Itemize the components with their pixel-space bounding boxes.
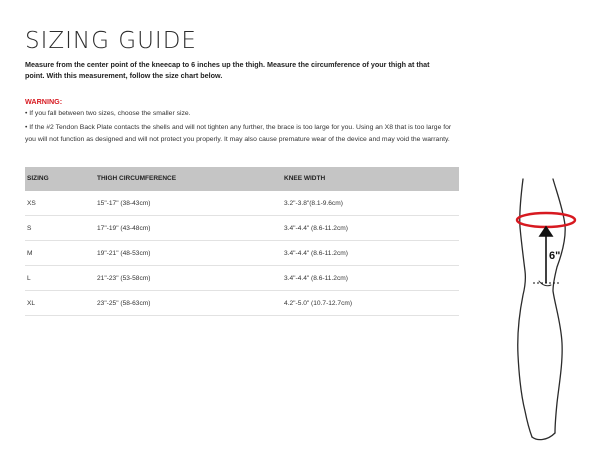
header-sizing: SIZING — [27, 175, 49, 182]
table-row — [25, 216, 459, 241]
size-cell: M — [27, 250, 33, 257]
size-cell: S — [27, 225, 32, 232]
table-row — [25, 191, 459, 216]
warning-line-2: • If the #2 Tendon Back Plate contacts the shells and will not tighten any further, the brace is too large for you. Using an X8 that is too large for — [25, 124, 452, 131]
knee-cell: 3.4"-4.4" (8.6-11.2cm) — [284, 275, 348, 282]
thigh-circumference-ring — [517, 213, 575, 227]
warning-label: WARNING: — [25, 97, 63, 106]
table-header — [25, 167, 459, 191]
knee-cell: 3.4"-4.4" (8.6-11.2cm) — [284, 250, 348, 257]
warning-line-3: you will not function as designed and will not protect you properly. It may also cause premature wear of the device and may void the warranty. — [25, 136, 450, 143]
thigh-cell: 19"-21" (48-53cm) — [97, 250, 151, 257]
leg-measurement-diagram — [505, 175, 595, 445]
header-thigh-circumference: THIGH CIRCUMFERENCE — [97, 175, 177, 182]
intro-text: Measure from the center point of the kneecap to 6 inches up the thigh. Measure the circumference of your thigh at that point. With this measurement, follow the size chart below. — [25, 60, 430, 80]
header-knee-width: KNEE WIDTH — [284, 175, 326, 182]
size-cell: XS — [27, 200, 36, 207]
leg-outline-icon — [518, 179, 565, 440]
thigh-cell: 15"-17" (38-43cm) — [97, 200, 151, 207]
warning-line-1: • If you fall between two sizes, choose the smaller size. — [25, 110, 191, 117]
knee-cell: 3.2"-3.8"(8.1-9.6cm) — [284, 200, 343, 207]
size-cell: XL — [27, 300, 36, 307]
size-chart-table — [25, 167, 459, 316]
table-row — [25, 241, 459, 266]
thigh-cell: 17"-19" (43-48cm) — [97, 225, 151, 232]
size-cell: L — [27, 275, 31, 282]
measure-label: 6" — [549, 250, 561, 262]
table-row — [25, 266, 459, 291]
thigh-cell: 23"-25" (58-63cm) — [97, 300, 151, 307]
thigh-cell: 21"-23" (53-58cm) — [97, 275, 151, 282]
table-row — [25, 291, 459, 316]
knee-cell: 3.4"-4.4" (8.6-11.2cm) — [284, 225, 348, 232]
knee-cell: 4.2"-5.0" (10.7-12.7cm) — [284, 300, 353, 307]
page-title: SIZING GUIDE — [25, 28, 197, 54]
